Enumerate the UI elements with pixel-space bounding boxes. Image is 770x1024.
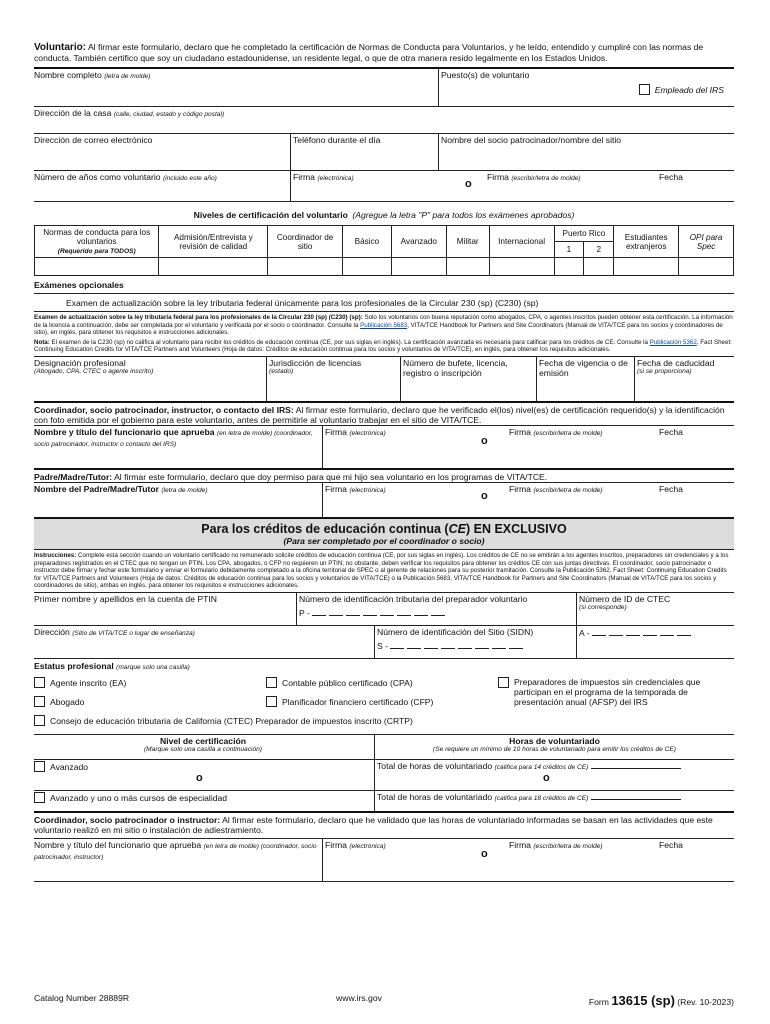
- ce-subtitle: (Para ser completado por el coordinador o socio): [283, 535, 485, 546]
- irs-employee-option[interactable]: Empleado del IRS: [639, 84, 724, 95]
- level-cell[interactable]: [268, 258, 343, 276]
- or-mark: o: [481, 847, 488, 860]
- ce-signature-field[interactable]: Firma (electrónica) o Firma (escribir/letra de molde) Fecha: [322, 839, 734, 881]
- level-cell[interactable]: [614, 258, 679, 276]
- ce-level-advanced-specialty[interactable]: Avanzado y uno o más cursos de especialidad: [34, 791, 374, 811]
- parent-signature-field[interactable]: Firma (electrónica) o Firma (escribir/letra de molde) Fecha: [322, 483, 734, 517]
- catalog-number: Catalog Number 28889R: [34, 993, 130, 1003]
- level-cell[interactable]: [489, 258, 554, 276]
- approving-official-signature-field[interactable]: Firma (electrónica) o Firma (escribir/letra de molde) Fecha: [322, 426, 734, 468]
- c230-instructions: Examen de actualización sobre la ley tributaria federal para los profesionales de la Circular 230 (sp) (C230) (sp): Solo los voluntarios con buena reputación como abogados, CPA, o agentes inscritos pueden obtener esta certificación. La información de la licencia a continuación, debe ser completada por el voluntario y verificada por el socio o coordinador. Consulte la Publicación 5683, VITA/TCE Handbook for Partners and Site Coordinators (Manual de VITA/TCE para los socios y coordinadores de sitio), en inglés, para obtener los requisitos e instrucciones adicionales.: [34, 311, 734, 337]
- level-cell[interactable]: [679, 258, 734, 276]
- level-cell[interactable]: [391, 258, 446, 276]
- ctec-id-entry[interactable]: A -: [576, 626, 734, 658]
- or-mark: o: [481, 434, 488, 447]
- or-mark: o: [543, 771, 550, 784]
- ptin-number-field[interactable]: Número de identificación tributaria del preparador voluntario P -: [296, 593, 576, 625]
- ce-coordinator-declaration: Coordinador, socio patrocinador o instructor: Al firmar este formulario, declaro que he validado que las horas de voluntariado informadas se basan en las actividades que este voluntario realizó en mi sitio o instalación de adiestramiento.: [34, 811, 734, 835]
- checkbox[interactable]: [34, 792, 45, 803]
- daytime-phone-field[interactable]: Teléfono durante el día: [290, 134, 438, 170]
- date-label: Fecha: [659, 839, 683, 850]
- professional-designation-field[interactable]: Designación profesional (Abogado, CPA, CTEC o agente inscrito): [34, 357, 154, 375]
- coordinator-declaration: Coordinador, socio patrocinador, instructor, o contacto del IRS: Al firmar este formulario, declaro que he verificado el(los) nivel(es) de certificación requerido(s) y la identificación con foto emitida por el gobierno para este voluntario, antes de permitirle al voluntario trabajar en el sitio de VITA/TCE.: [34, 401, 734, 425]
- optional-exams-title: Exámenes opcionales: [34, 280, 124, 290]
- level-cell[interactable]: [35, 258, 159, 276]
- ce-level-header: Nivel de certificación (Marque solo una casilla a continuación): [143, 735, 263, 753]
- checkbox[interactable]: [266, 677, 277, 688]
- status-option-crtp[interactable]: Consejo de educación tributaria de California (CTEC) Preparador de impuestos inscrito (CRTP): [34, 715, 413, 726]
- parent-declaration: Padre/Madre/Tutor: Al firmar este formulario, declaro que doy permiso para que mi hijo sea voluntario en los programas de VITA/TCE.: [34, 468, 734, 482]
- ptin-name-field[interactable]: Primer nombre y apellidos en la cuenta de PTIN: [34, 593, 217, 604]
- or-mark: o: [481, 489, 488, 502]
- ce-level-advanced[interactable]: Avanzado o: [34, 760, 374, 790]
- checkbox[interactable]: [34, 715, 45, 726]
- pub5683-link[interactable]: Publicación 5683: [360, 321, 408, 329]
- date-label: Fecha: [659, 426, 683, 437]
- status-option-afsp[interactable]: Preparadores de impuestos sin credenciales que participan en el programa de la temporada de presentación anual (AFSP) del IRS: [498, 677, 734, 707]
- years-field[interactable]: Número de años como voluntario (incluido este año): [34, 172, 217, 182]
- status-option-attorney[interactable]: Abogado: [34, 696, 84, 707]
- ce-hours-header: Horas de voluntariado (Se requiere un mínimo de 10 horas de voluntariado para emitir los créditos de CE): [374, 735, 734, 759]
- full-name-field[interactable]: Nombre completo (letra de molde): [34, 70, 151, 80]
- license-jurisdiction-field[interactable]: Jurisdicción de licencias (estado): [266, 357, 400, 401]
- hours-14-field[interactable]: Total de horas de voluntariado (califica para 14 créditos de CE) o: [374, 760, 734, 790]
- certification-levels-table: Normas de conducta para los voluntarios (Requerido para TODOS) Admisión/Entrevista y revisión de calidad Coordinador de sitio Básico Avanzado Militar Internacional Puerto Rico Estudiantes extranjeros OPI para Spec 1 2: [34, 225, 734, 276]
- level-cell[interactable]: [343, 258, 392, 276]
- date-label: Fecha: [659, 172, 683, 182]
- positions-field[interactable]: Puesto(s) de voluntario Empleado del IRS: [438, 69, 734, 106]
- hours-18-field[interactable]: Total de horas de voluntariado (califica para 18 créditos de CE): [374, 791, 734, 811]
- form-page: [34, 40, 734, 882]
- form-number: Form 13615 (sp) (Rev. 10-2023): [588, 993, 734, 1008]
- level-cell[interactable]: [159, 258, 268, 276]
- professional-status-title: Estatus profesional (marque solo una casilla): [34, 658, 734, 672]
- approving-official-name-field[interactable]: Nombre y título del funcionario que aprueba (en letra de molde) (coordinador, socio patrocinador, instructor o contacto del IRS): [34, 426, 313, 448]
- sidn-field[interactable]: Número de identificación del Sitio (SIDN) S -: [374, 626, 576, 658]
- expiration-date-field[interactable]: Fecha de caducidad (si se proporciona): [634, 357, 734, 401]
- date-label: Fecha: [659, 483, 683, 494]
- checkbox[interactable]: [34, 677, 45, 688]
- level-cell[interactable]: [554, 258, 584, 276]
- license-number-field[interactable]: Número de bufete, licencia, registro o inscripción: [400, 357, 536, 401]
- parent-name-field[interactable]: Nombre del Padre/Madre/Tutor (letra de molde): [34, 483, 208, 494]
- c230-note: Nota: El examen de la C230 (sp) no califica al voluntario para recibir los créditos de educación continua (CE, por sus siglas en inglés). La certificación avanzada es necesaria para calificar para los créditos de CE. Consulte la Publicación 5362, Fact Sheet: Continuing Education Credits for VITA/TCE Partners and Volunteers (Hoja de datos: Créditos de educación continua para los socios y voluntarios de VITA/TCE), en inglés, para obtener los requisitos adicionales.: [34, 338, 732, 354]
- checkbox[interactable]: [266, 696, 277, 707]
- status-option-ea[interactable]: Agente inscrito (EA): [34, 677, 126, 688]
- c230-exam-line: Examen de actualización sobre la ley tributaria federal únicamente para los profesionales de la Circular 230 (sp) (C230) (sp): [34, 293, 734, 311]
- checkbox[interactable]: [34, 761, 45, 772]
- pub5362-link[interactable]: Publicación 5362: [649, 338, 697, 346]
- ce-instructions: Instrucciones: Complete esta sección cuando un voluntario certificado no remunerado solicite créditos de educación continua (CE, por sus siglas en inglés). Los créditos de CE no se emitirán a los agentes inscritos, preparadores sin credenciales y a los preparadores registrados en el CTEC que no tengan un PTIN. Los CPA, abogados, o CFP no requieren un PTIN; no obstante, deben verificar los requisitos para obtener los créditos CE con sus juntas directivas. El coordinador, socio patrocinador o instructor debe firmar y fechar este formulario y enviar el formulario debidamente completado a la oficina territorial de SPEC o al gerente de relaciones para su posterior tramitación. Consulte la Publicación 5362, Fact Sheet: Continuing Education Credits for VITA/TCE Partners and Volunteers (Hoja de datos: Créditos de educación continua para los socios y voluntarios de VITA/TCE) o la Publicación 5683, VITA/TCE Handbook for Partners and Site Coordinators (Manual de VITA/TCE para los socios y coordinadores de sitio), ambas en inglés, para obtener los requisitos e instrucciones adicionales.: [34, 551, 729, 590]
- declaration-heading: Voluntario:: [34, 42, 87, 53]
- checkbox[interactable]: [498, 677, 509, 688]
- irs-website: www.irs.gov: [336, 993, 382, 1003]
- ce-address-field[interactable]: Dirección (Sitio de VITA/TCE o lugar de enseñanza): [34, 626, 195, 637]
- or-mark: o: [196, 771, 203, 784]
- page-footer: [34, 993, 734, 1008]
- ce-approving-official-field[interactable]: Nombre y título del funcionario que aprueba (en letra de molde) (coordinador, socio patrocinador, instructor): [34, 839, 317, 861]
- home-address-field[interactable]: Dirección de la casa (calle, ciudad, estado y código postal): [34, 108, 225, 118]
- declaration-text: Al firmar este formulario, declaro que he completado la certificación de Normas de Conducta para Voluntarios, y he leído, entendido y cumpliré con las normas de conducta. También certifico que soy un ciudadano estadounidense, un residente legal, o que de otra manera resido legalmente en los Estados Unidos.: [34, 42, 704, 63]
- or-mark: o: [465, 178, 472, 190]
- status-option-cfp[interactable]: Planificador financiero certificado (CFP): [266, 696, 433, 707]
- levels-entry-row[interactable]: [35, 258, 734, 276]
- volunteer-declaration: [34, 40, 734, 63]
- professional-status-options: [34, 672, 734, 734]
- status-option-cpa[interactable]: Contable público certificado (CPA): [266, 677, 413, 688]
- sponsor-partner-field[interactable]: Nombre del socio patrocinador/nombre del sitio: [438, 134, 734, 170]
- ctec-id-field[interactable]: Número de ID de CTEC (si corresponde): [576, 593, 734, 625]
- level-cell[interactable]: [584, 258, 614, 276]
- level-cell[interactable]: [446, 258, 489, 276]
- irs-employee-checkbox[interactable]: [639, 84, 650, 95]
- checkbox[interactable]: [34, 696, 45, 707]
- ce-title: Para los créditos de educación continua (CE) EN EXCLUSIVO: [201, 521, 567, 536]
- email-field[interactable]: Dirección de correo electrónico: [34, 135, 153, 145]
- effective-date-field[interactable]: Fecha de vigencia o de emisión: [536, 357, 634, 401]
- certification-levels-title: Niveles de certificación del voluntario (Agregue la letra "P" para todos los exámenes aprobados): [34, 201, 734, 223]
- volunteer-signature-field[interactable]: Firma (electrónica) o Firma (escribir/letra de molde) Fecha: [290, 171, 734, 201]
- ce-section-header: [34, 517, 734, 550]
